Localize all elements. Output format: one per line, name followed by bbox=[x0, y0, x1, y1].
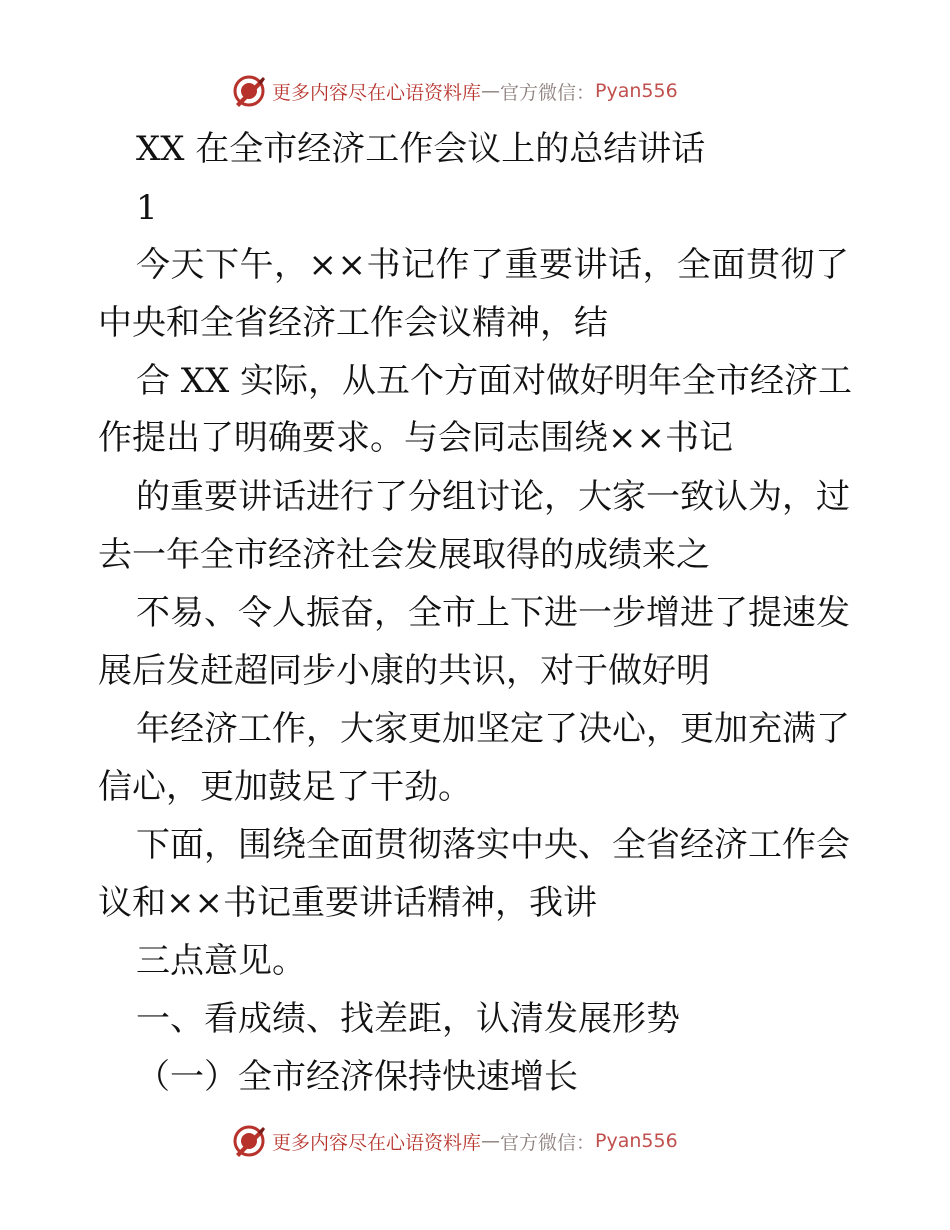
watermark-site-text: 更多内容尽在心语资料库 bbox=[272, 1131, 482, 1154]
body-line: 中央和全省经济工作会议精神，结 bbox=[98, 303, 608, 343]
watermark-official-label: 官方微信： bbox=[500, 81, 596, 104]
body-line: 合 XX 实际，从五个方面对做好明年全市经济工 bbox=[136, 361, 853, 401]
page-number: 1 bbox=[136, 188, 158, 228]
watermark-dash: — bbox=[481, 1130, 501, 1152]
body-line: 作提出了明确要求。与会同志围绕××书记 bbox=[98, 418, 733, 458]
document-title: XX 在全市经济工作会议上的总结讲话 bbox=[136, 129, 706, 169]
body-line: 的重要讲话进行了分组讨论，大家一致认为，过 bbox=[136, 477, 850, 517]
watermark-wechat-id: Pyan556 bbox=[595, 1130, 678, 1152]
body-line: 年经济工作，大家更加坚定了决心，更加充满了 bbox=[136, 709, 850, 749]
body-line: 去一年全市经济社会发展取得的成绩来之 bbox=[98, 535, 710, 575]
watermark-dash: — bbox=[481, 80, 501, 102]
subsection-heading: （一）全市经济保持快速增长 bbox=[136, 1057, 578, 1097]
section-heading: 一、看成绩、找差距，认清发展形势 bbox=[136, 999, 680, 1039]
body-line: 今天下午，××书记作了重要讲话，全面贯彻了 bbox=[136, 245, 850, 285]
body-line: 展后发赶超同步小康的共识，对于做好明 bbox=[98, 651, 710, 691]
watermark-wechat-id: Pyan556 bbox=[595, 80, 678, 102]
pen-logo-icon bbox=[232, 74, 266, 108]
body-line: 下面，围绕全面贯彻落实中央、全省经济工作会 bbox=[136, 825, 850, 865]
watermark-site-text: 更多内容尽在心语资料库 bbox=[272, 81, 482, 104]
watermark-official-label: 官方微信： bbox=[500, 1131, 596, 1154]
body-line: 不易、令人振奋，全市上下进一步增进了提速发 bbox=[136, 593, 850, 633]
body-line: 信心，更加鼓足了干劲。 bbox=[98, 767, 472, 807]
header-watermark bbox=[232, 71, 678, 111]
pen-logo-icon bbox=[232, 1124, 266, 1158]
body-line: 三点意见。 bbox=[136, 941, 306, 981]
body-line: 议和××书记重要讲话精神，我讲 bbox=[98, 883, 597, 923]
footer-watermark bbox=[232, 1121, 678, 1161]
